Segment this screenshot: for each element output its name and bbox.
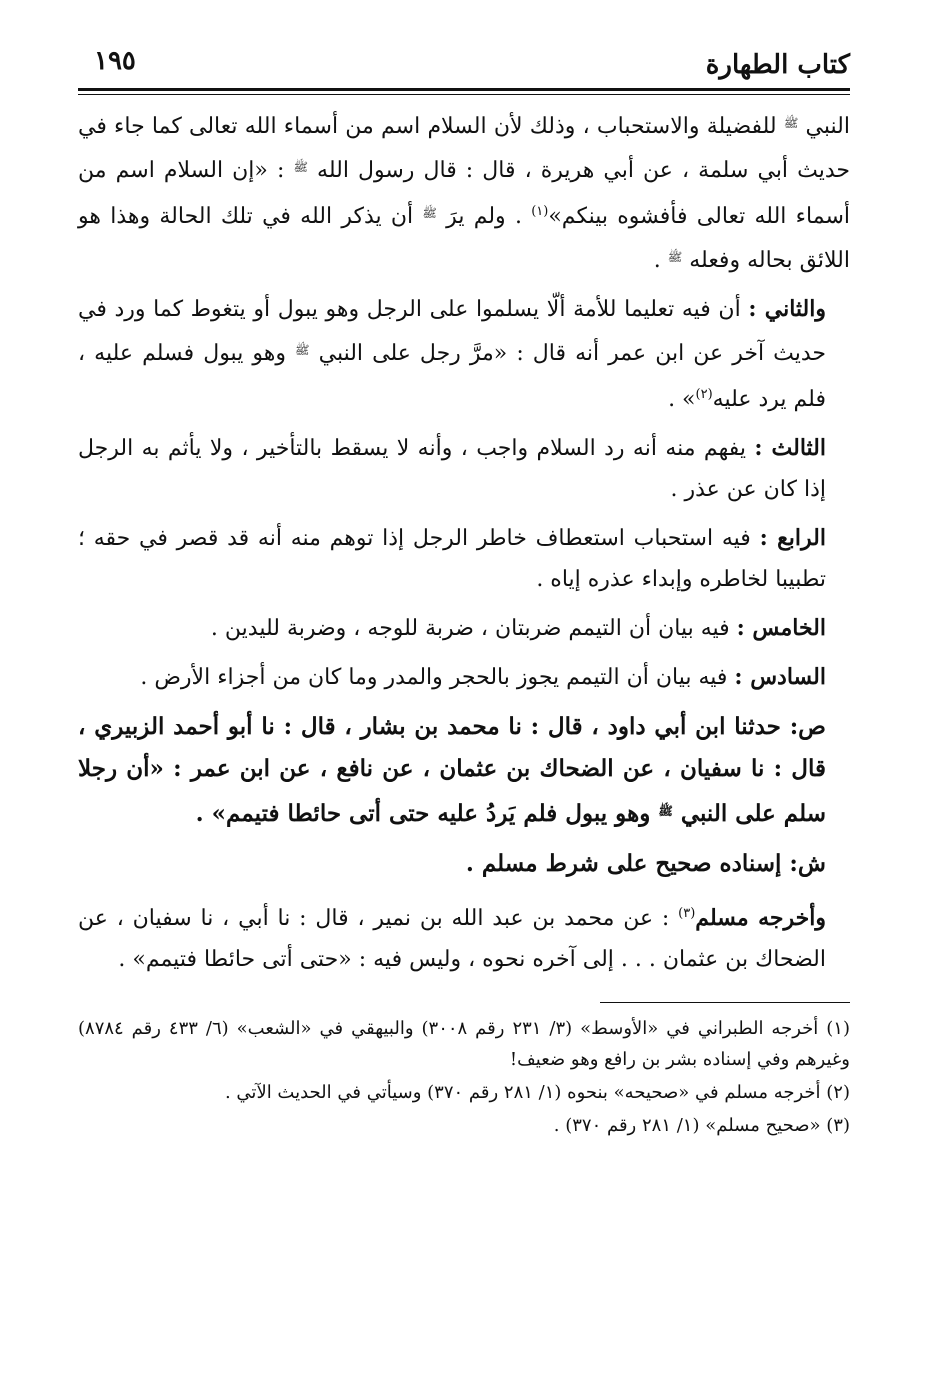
page [78, 40, 850, 1143]
footnote-ref-3: (٣) [678, 906, 696, 921]
honorific-glyph: ﷺ [422, 206, 437, 220]
footnote-2: (٢) أخرجه مسلم في «صحيحه» بنحوه (١/ ٢٨١ رقم ٣٧٠) وسيأتي في الحديث الآتي . [224, 1082, 850, 1103]
header-rule [78, 88, 850, 91]
paragraph-8 [78, 843, 850, 885]
paragraph-6 [78, 657, 850, 698]
paragraph-text: للفضيلة والاستحباب ، وذلك لأن السلام اسم من أسماء الله تعالى كما جاء في حديث أبي سلمة ، عن أبي هريرة ، قال : قال رسول الله [78, 114, 851, 183]
paragraph-text: ش: إسناده صحيح على شرط مسلم . [465, 850, 826, 877]
paragraph-9 [78, 893, 850, 980]
paragraph-lead: وأخرجه مسلم [695, 905, 826, 931]
paragraph-text: فيه بيان أن التيمم يجوز بالحجر والمدر وما كان من أجزاء الأرض . [140, 665, 735, 690]
paragraph-text: أن فيه تعليما للأمة ألّا يسلموا على الرجل وهو يبول أو يتغوط كما ورد في حديث آخر عن ابن عمر أنه قال : «مرَّ رجل على النبي [78, 297, 826, 366]
honorific-glyph: ﷺ [667, 250, 683, 264]
paragraph-lead: الرابع : [759, 525, 826, 551]
paragraph-text: وهو يبول فلم يَردُ عليه حتى أتى حائطا فتيمم» . [195, 800, 659, 827]
main-text [78, 103, 850, 980]
paragraph-text: » . [668, 387, 696, 412]
paragraph-text: يفهم منه أنه رد السلام واجب ، وأنه لا يسقط بالتأخير ، ولا يأثم به الرجل إذا كان عن عذر . [78, 436, 826, 502]
paragraph-7 [78, 706, 850, 835]
chapter-title: كتاب الطهارة [705, 50, 850, 80]
paragraph-5 [78, 608, 850, 649]
paragraph-3 [78, 428, 850, 510]
footnote-3: (٣) «صحيح مسلم» (١/ ٢٨١ رقم ٣٧٠) . [553, 1115, 850, 1136]
paragraph-lead: والثاني : [748, 296, 826, 322]
header-rule-thin [78, 94, 850, 95]
paragraph-text: أن يذكر الله في تلك الحالة وهذا هو اللائق بحاله وفعله [78, 204, 850, 273]
honorific-glyph: ﷺ [658, 804, 673, 818]
paragraph-text: النبي [798, 114, 850, 139]
honorific-glyph: ﷺ [783, 116, 799, 130]
paragraph-lead: السادس : [734, 664, 826, 690]
paragraph-lead: الخامس : [736, 615, 826, 641]
paragraph-text: : «إن السلام اسم من أسماء الله تعالى فأفشوه بينكم» [78, 158, 850, 229]
paragraph-4 [78, 518, 850, 600]
paragraph-text: . ولم يرَ [436, 204, 532, 229]
page-header [78, 40, 850, 88]
page-number: ١٩٥ [94, 46, 136, 76]
footnote-ref-1: (١) [531, 204, 549, 219]
footnote-divider [600, 1002, 850, 1003]
honorific-glyph: ﷺ [295, 343, 310, 357]
paragraph-text: ص: حدثنا ابن أبي داود ، قال : نا محمد بن بشار ، قال : نا أبو أحمد الزبيري ، قال : نا سفيان ، عن الضحاك بن عثمان ، عن نافع ، عن ابن عمر : «أن رجلا سلم على النبي [78, 713, 826, 827]
paragraph-lead: الثالث : [754, 435, 826, 461]
paragraph-1 [78, 103, 850, 281]
paragraph-text: : عن محمد بن عبد الله بن نمير ، قال : نا أبي ، نا سفيان ، عن الضحاك بن عثمان . . . إلى آخره نحوه ، وليس فيه : «حتى أتى حائطا فتيمم» . [78, 906, 826, 972]
paragraph-2 [78, 289, 850, 420]
footnotes [78, 1013, 850, 1141]
paragraph-text: . [653, 248, 668, 273]
paragraph-text: فيه بيان أن التيمم ضربتان ، ضربة للوجه ، وضربة لليدين . [210, 616, 737, 641]
paragraph-text: فيه استحباب استعطاف خاطر الرجل إذا توهم منه أنه قد قصر في حقه ؛ تطبيبا لخاطره وإبداء عذره إياه . [78, 526, 826, 592]
footnote-1: (١) أخرجه الطبراني في «الأوسط» (٣/ ٢٣١ رقم ٣٠٠٨) والبيهقي في «الشعب» (٦/ ٤٣٣ رقم ٨٧٨٤) وغيرهم وفي إسناده بشر بن رافع وهو ضعيف! [78, 1018, 850, 1070]
paragraph-text: وهو يبول فسلم عليه ، فلم يرد عليه [78, 341, 826, 412]
honorific-glyph: ﷺ [293, 160, 308, 174]
footnote-ref-2: (٢) [695, 387, 713, 402]
